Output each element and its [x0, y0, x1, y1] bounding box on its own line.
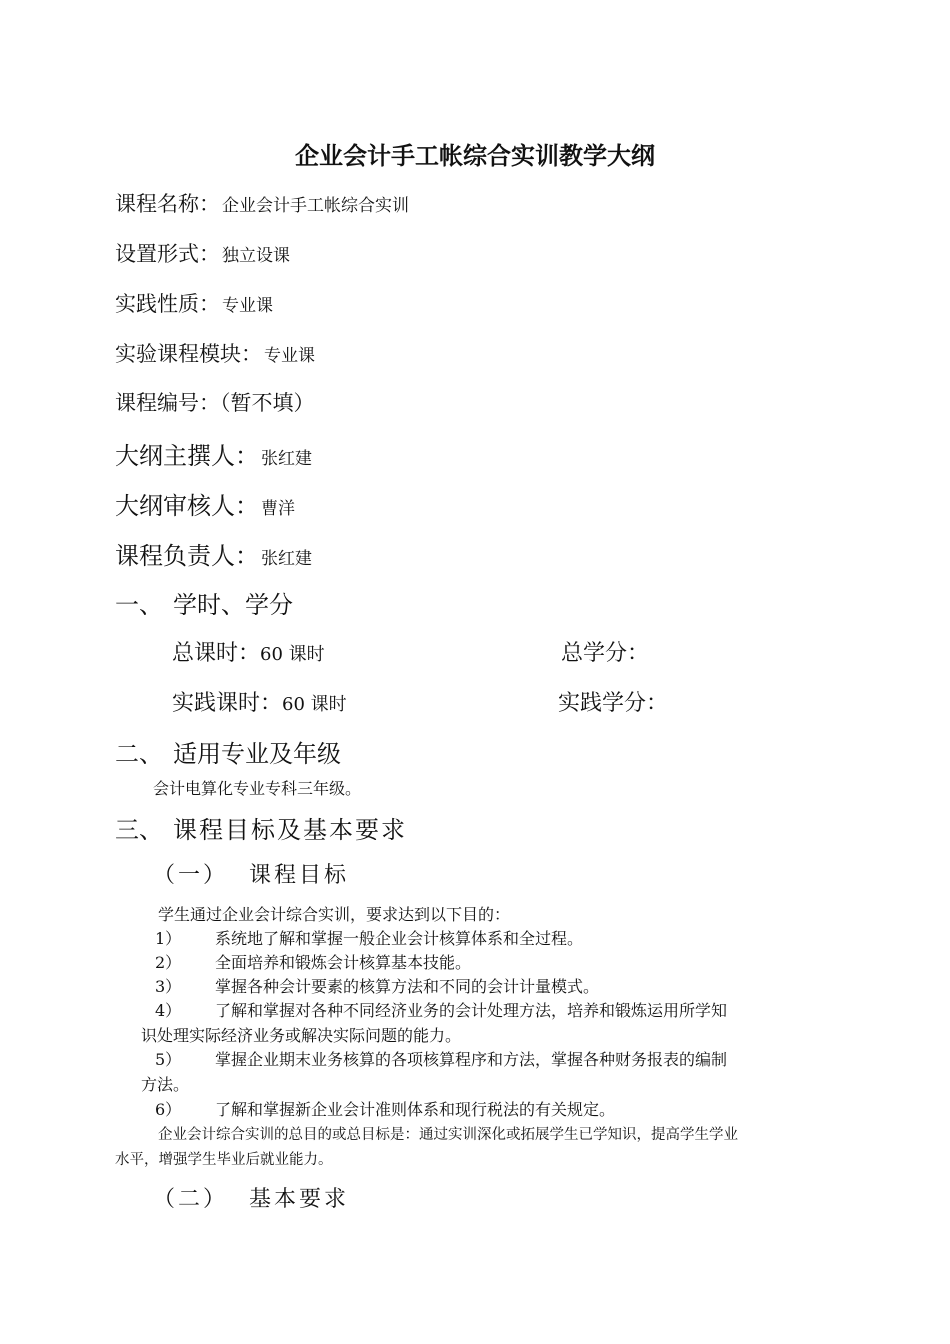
section-title: 课程目标及基本要求	[173, 816, 407, 844]
total-hours-value: 60 课时	[260, 644, 325, 665]
subsection-title: 基本要求	[249, 1187, 350, 1212]
objectives-summary-continued: 水平，增强学生毕业后就业能力。	[115, 1152, 333, 1168]
section-number: 一、	[115, 591, 163, 619]
subsection-number: （二）	[153, 1187, 229, 1212]
item-text: 了解和掌握新企业会计准则体系和现行税法的有关规定。	[215, 1100, 616, 1119]
field-course-lead	[115, 536, 312, 571]
objective-item	[155, 1047, 727, 1070]
field-value: （暂不填）	[220, 391, 315, 415]
field-value: 企业会计手工帐综合实训	[222, 196, 409, 216]
item-number: 6）	[155, 1100, 182, 1119]
field-label: 实践性质：	[115, 292, 220, 316]
item-number: 2）	[155, 953, 182, 972]
item-text: 掌握企业期末业务核算的各项核算程序和方法，掌握各种财务报表的编制	[215, 1050, 728, 1069]
total-hours	[172, 636, 325, 667]
field-course-code	[115, 387, 315, 417]
field-value: 专业课	[264, 346, 315, 366]
subsection-1-heading	[153, 858, 349, 889]
practice-hours-label: 实践课时：	[172, 691, 283, 716]
subsection-2-heading	[153, 1182, 349, 1213]
field-value: 专业课	[222, 296, 273, 316]
item-number: 1）	[155, 929, 182, 948]
field-label: 课程负责人：	[115, 542, 259, 570]
field-value: 独立设课	[222, 246, 290, 266]
section-2-heading	[115, 734, 341, 769]
item-text-continued: 识处理实际经济业务或解决实际问题的能力。	[141, 1026, 462, 1045]
item-text: 了解和掌握对各种不同经济业务的会计处理方法，培养和锻炼运用所学知	[215, 1001, 728, 1020]
item-number: 4）	[155, 1001, 182, 1020]
field-label: 课程名称：	[115, 192, 220, 216]
field-label: 设置形式：	[115, 242, 220, 266]
total-credits-label: 总学分：	[561, 641, 650, 666]
objective-item	[155, 1097, 615, 1120]
document-title: 企业会计手工帐综合实训教学大纲	[295, 142, 655, 170]
section-title: 适用专业及年级	[173, 740, 341, 768]
section-title: 学时、学分	[173, 591, 293, 619]
objective-item	[155, 926, 583, 949]
practice-hours-value: 60 课时	[282, 694, 347, 715]
section-1-heading	[115, 585, 293, 620]
section-3-heading	[115, 810, 407, 845]
section-number: 二、	[115, 740, 163, 768]
total-hours-label: 总课时：	[172, 641, 261, 666]
field-reviewer	[115, 486, 295, 521]
item-text: 全面培养和锻炼会计核算基本技能。	[215, 953, 472, 972]
objectives-intro: 学生通过企业会计综合实训，要求达到以下目的：	[158, 905, 511, 924]
field-label: 课程编号：	[115, 391, 220, 415]
field-value: 张红建	[261, 449, 312, 469]
item-number: 5）	[155, 1050, 182, 1069]
item-text: 掌握各种会计要素的核算方法和不同的会计计量模式。	[215, 977, 600, 996]
field-main-author	[115, 436, 312, 471]
item-number: 3）	[155, 977, 182, 996]
subsection-number: （一）	[153, 863, 229, 888]
practice-credits-label: 实践学分：	[558, 691, 669, 716]
objective-item	[155, 998, 727, 1021]
section-number: 三、	[115, 816, 163, 844]
subsection-title: 课程目标	[249, 863, 350, 888]
field-label: 大纲主撰人：	[115, 442, 259, 470]
field-course-name	[115, 188, 409, 218]
section-2-text: 会计电算化专业专科三年级。	[153, 779, 362, 798]
practice-hours	[172, 686, 347, 717]
field-setup-form	[115, 238, 290, 268]
objective-item	[155, 950, 471, 973]
field-value: 曹洋	[261, 499, 295, 519]
objectives-summary: 企业会计综合实训的总目的或总目标是：通过实训深化或拓展学生已学知识，提高学生学业	[158, 1127, 738, 1143]
item-text-continued: 方法。	[141, 1075, 190, 1094]
objective-item	[155, 974, 599, 997]
field-label: 实验课程模块：	[115, 342, 262, 366]
field-lab-module	[115, 338, 315, 368]
field-value: 张红建	[261, 549, 312, 569]
field-practice-nature	[115, 288, 273, 318]
item-text: 系统地了解和掌握一般企业会计核算体系和全过程。	[215, 929, 584, 948]
field-label: 大纲审核人：	[115, 492, 259, 520]
